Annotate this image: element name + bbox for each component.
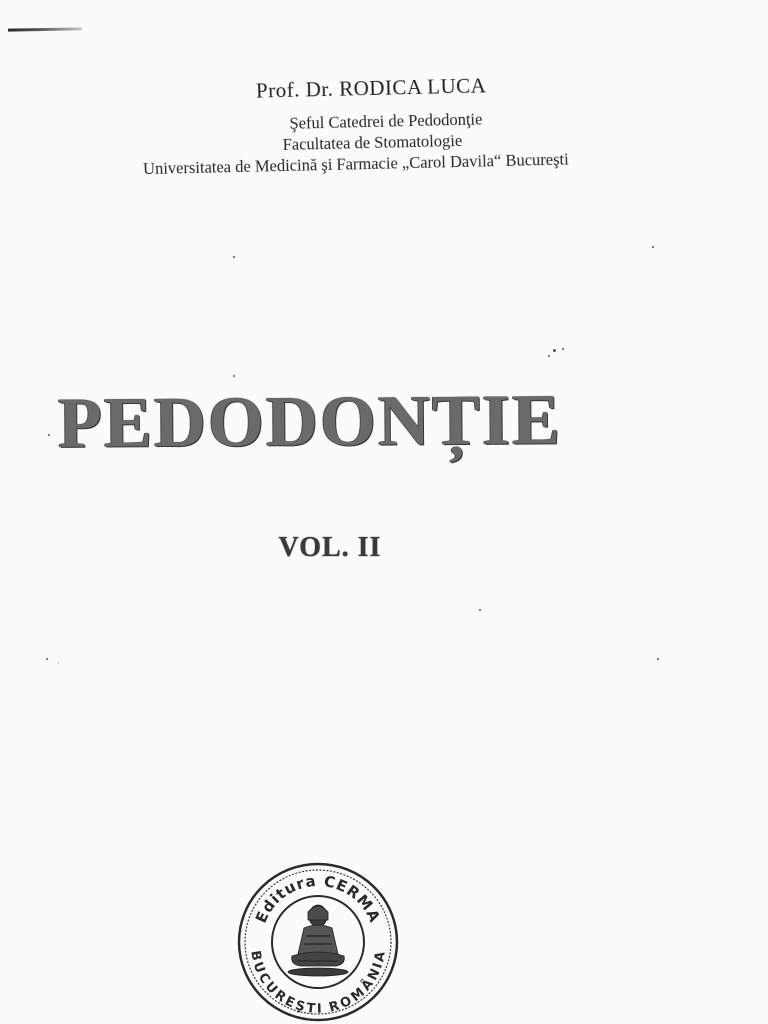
book-title: PEDODONȚIE: [58, 376, 589, 466]
affiliation-line: Şeful Catedrei de Pedodonţie: [289, 109, 483, 133]
scan-speck: [233, 375, 235, 377]
affiliation-line: Universitatea de Medicină şi Farmacie „Carol Davila“ Bucureşti: [142, 149, 569, 179]
seated-figure-icon: [288, 905, 348, 976]
scan-speck: [479, 609, 481, 611]
scan-speck: [548, 355, 550, 357]
affiliation-line: Facultatea de Stomatologie: [282, 130, 463, 154]
author-block: [19, 68, 721, 182]
volume-number: VOL. II: [278, 532, 382, 563]
publisher-stamp-graphic: [236, 860, 400, 1022]
scan-speck: [652, 246, 654, 248]
scan-speck: [657, 658, 659, 660]
scan-speck: [233, 256, 235, 258]
scan-speck: [48, 434, 50, 436]
scan-speck: [553, 349, 556, 352]
author-name: Prof. Dr. RODICA LUCA: [255, 73, 487, 103]
publisher-stamp: [236, 860, 400, 1022]
scan-speck: [46, 658, 48, 660]
scan-artifact: [8, 27, 82, 31]
scan-speck: [58, 662, 59, 663]
scan-speck: [562, 348, 564, 350]
stamp-publisher-text: Editura CERMA: [251, 871, 385, 926]
stamp-location-text: BUCUREŞTI ROMÂNIA: [247, 949, 389, 1017]
